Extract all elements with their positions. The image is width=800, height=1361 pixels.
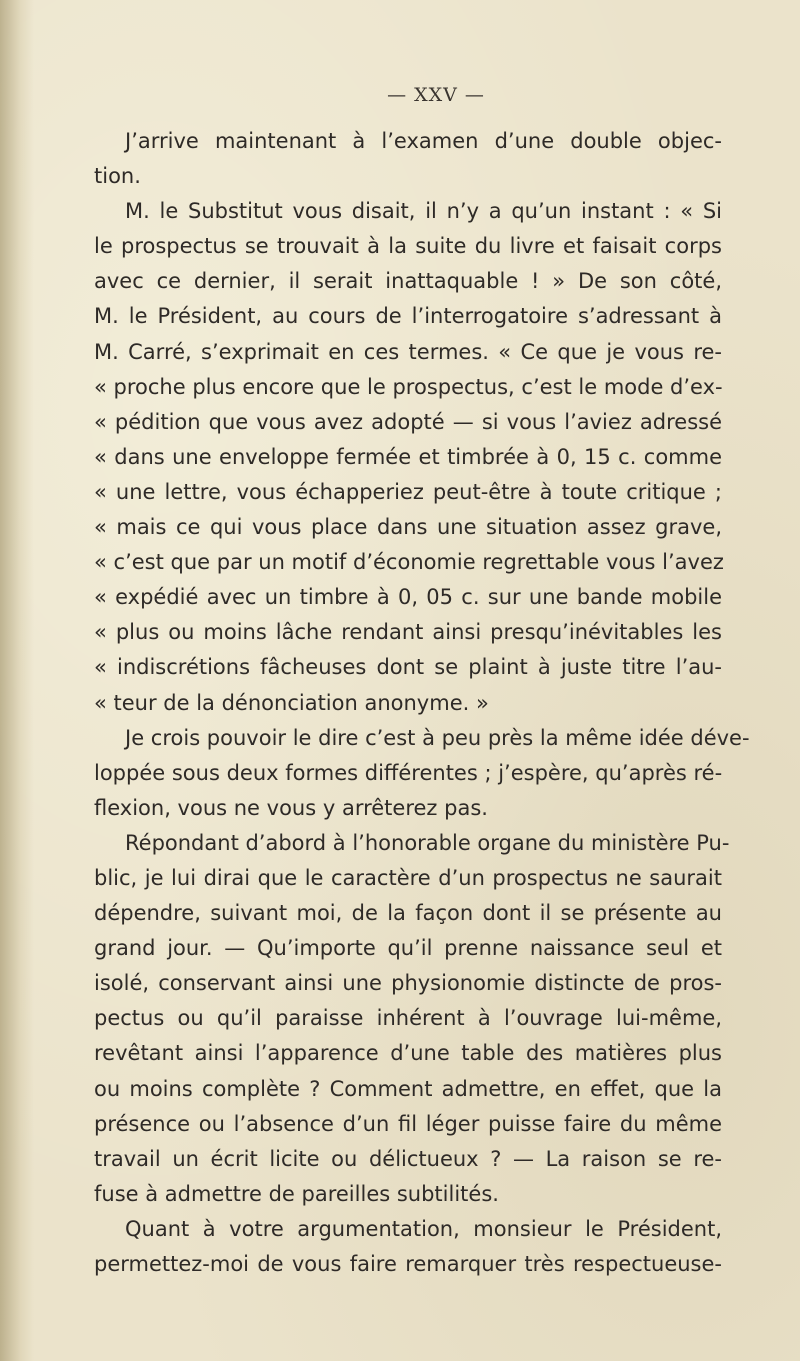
- text-line: avec ce dernier, il serait inattaquable ! » De son côté,: [94, 269, 722, 294]
- text-line: « une lettre, vous échapperiez peut-être à toute critique ;: [94, 479, 722, 504]
- text-line: tion.: [94, 164, 141, 189]
- text-line: isolé, conservant ainsi une physionomie distincte de pros-: [94, 971, 722, 996]
- text-line: dépendre, suivant moi, de la façon dont il se présente au: [94, 901, 722, 926]
- text-line: permettez-moi de vous faire remarquer très respectueuse-: [94, 1252, 722, 1276]
- text-line: blic, je lui dirai que le caractère d’un prospectus ne saurait: [94, 865, 722, 890]
- page-number-header: — XXV —: [387, 84, 485, 106]
- body-text: [94, 124, 750, 1282]
- text-line: « dans une enveloppe fermée et timbrée à 0, 15 c. comme: [94, 444, 722, 469]
- text-line: présence ou l’absence d’un fil léger puisse faire du même: [94, 1111, 722, 1136]
- text-line: Répondant d’abord à l’honorable organe du ministère Pu-: [125, 830, 730, 855]
- text-line: « proche plus encore que le prospectus, c’est le mode d’ex-: [94, 374, 723, 399]
- text-line: « teur de la dénonciation anonyme. »: [94, 690, 489, 715]
- text-line: grand jour. — Qu’importe qu’il prenne naissance seul et: [94, 936, 722, 961]
- text-line: « c’est que par un motif d’économie regrettable vous l’avez: [94, 550, 724, 575]
- text-line: loppée sous deux formes différentes ; j’espère, qu’après ré-: [94, 760, 723, 785]
- text-line: J’arrive maintenant à l’examen d’une double objec-: [125, 129, 722, 153]
- text-line: « plus ou moins lâche rendant ainsi presqu’inévitables les: [94, 620, 722, 645]
- text-line: « pédition que vous avez adopté — si vous l’aviez adressé: [94, 409, 722, 434]
- text-line: Je crois pouvoir le dire c’est à peu près la même idée déve-: [125, 725, 750, 750]
- text-line: M. Carré, s’exprimait en ces termes. « Ce que je vous re-: [94, 339, 722, 364]
- text-line: « indiscrétions fâcheuses dont se plaint à juste titre l’au-: [94, 655, 722, 680]
- text-line: M. le Substitut vous disait, il n’y a qu’un instant : « Si: [125, 199, 722, 224]
- text-line: travail un écrit licite ou délictueux ? — La raison se re-: [94, 1146, 722, 1171]
- text-line: flexion, vous ne vous y arrêterez pas.: [94, 795, 488, 820]
- text-line: M. le Président, au cours de l’interrogatoire s’adressant à: [94, 304, 722, 329]
- text-line: fuse à admettre de pareilles subtilités.: [94, 1181, 499, 1206]
- page-gutter-shadow: [0, 0, 34, 1361]
- text-line: « expédié avec un timbre à 0, 05 c. sur une bande mobile: [94, 585, 722, 610]
- text-line: « mais ce qui vous place dans une situation assez grave,: [94, 515, 722, 540]
- text-line: ou moins complète ? Comment admettre, en effet, que la: [94, 1076, 722, 1101]
- text-line: le prospectus se trouvait à la suite du livre et faisait corps: [94, 234, 722, 259]
- text-line: pectus ou qu’il paraisse inhérent à l’ouvrage lui-même,: [94, 1006, 722, 1031]
- text-line: Quant à votre argumentation, monsieur le Président,: [125, 1216, 722, 1241]
- text-line: revêtant ainsi l’apparence d’une table des matières plus: [94, 1041, 722, 1066]
